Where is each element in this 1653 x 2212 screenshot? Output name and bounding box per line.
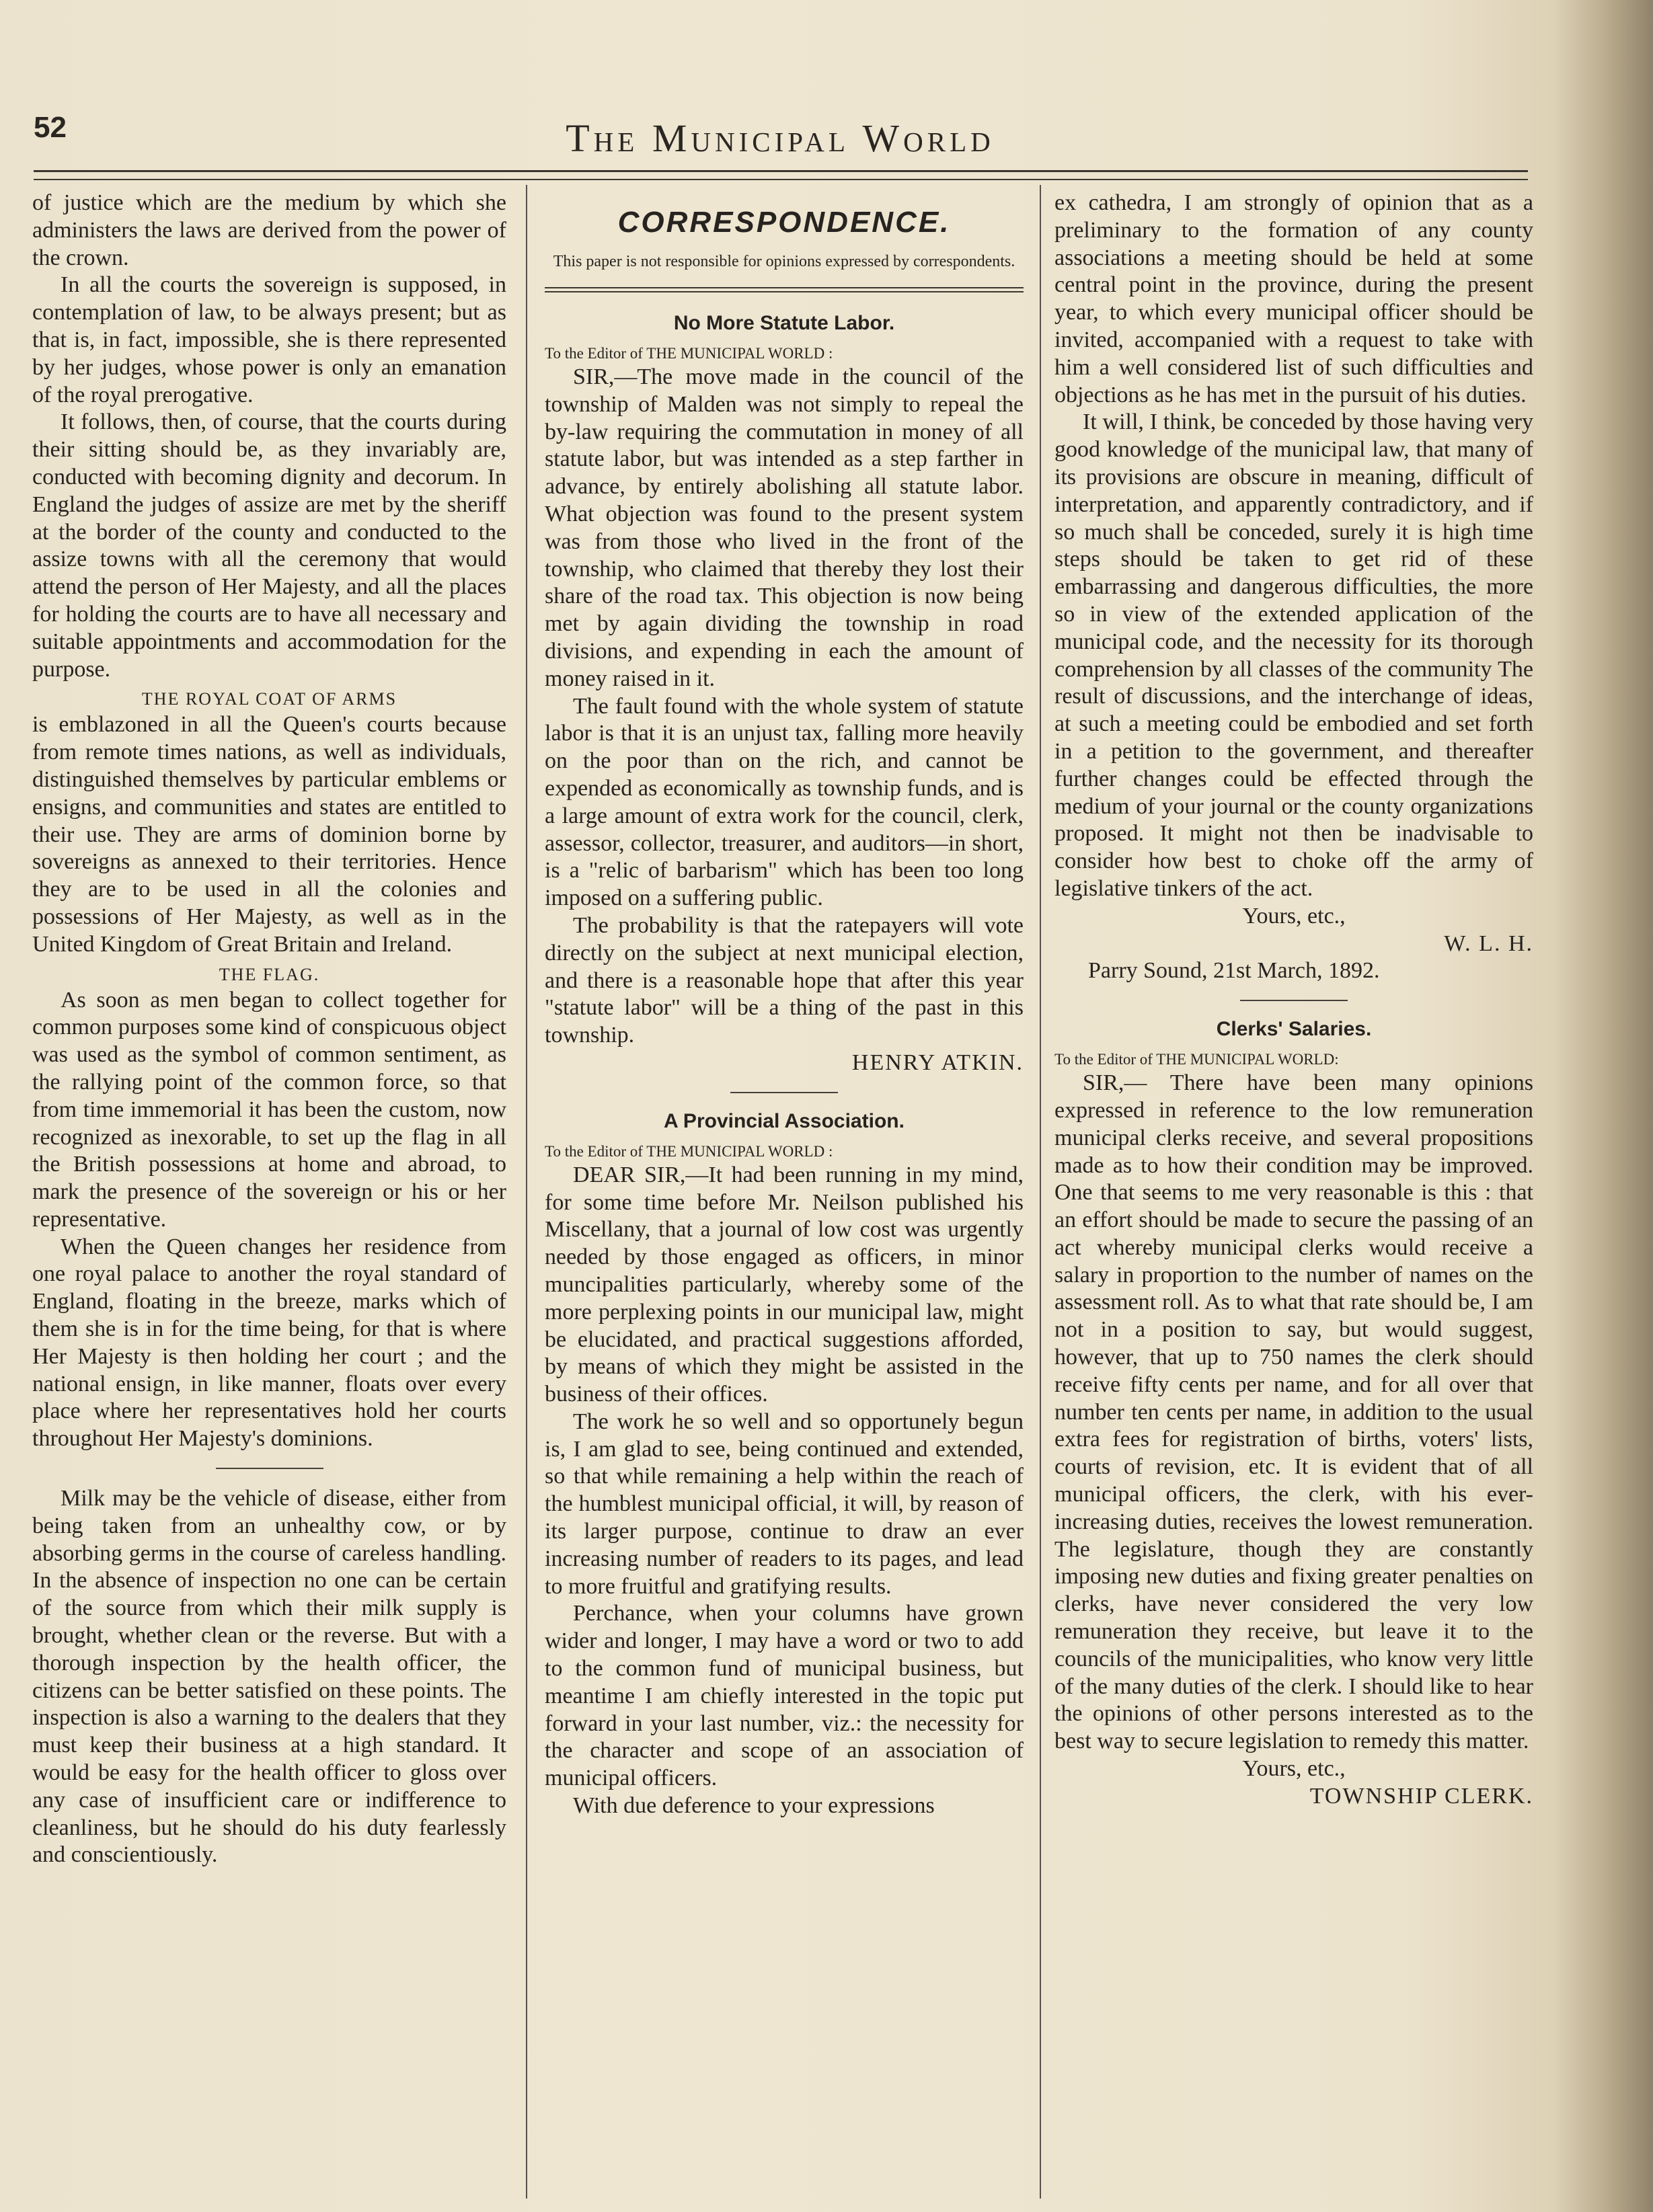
letter-signature: W. L. H. (1444, 931, 1533, 956)
letter-signature: TOWNSHIP CLERK. (1309, 1783, 1533, 1809)
column-1 (32, 190, 506, 1869)
paragraph: Milk may be the vehicle of disease, either from being taken from an unhealthy cow, or by absorbing germs in the course of careless handling. In the absence of inspection no one can be certain of the source from which their milk supply is brought, whether clean or the reverse. But with a thorough inspection by the health officer, the citizens can be better satisfied on these points. The inspection is also a warning to the dealers that they must keep their business at a high standard. It would be easy for the health officer to gloss over any case of insufficient care or indifference to cleanliness, but he should do his duty fearlessly and conscientiously. (32, 1486, 506, 1868)
masthead: The Municipal World (566, 116, 995, 160)
correspondence-title: CORRESPONDENCE. (617, 206, 951, 239)
section-divider (730, 1092, 838, 1093)
subheading-royal-coat-of-arms: THE ROYAL COAT OF ARMS (141, 689, 397, 709)
place-date-line: Parry Sound, 21st March, 1892. (1088, 958, 1380, 984)
paragraph: It follows, then, of course, that the courts during their sitting should be, as they invariably are, conducted with becoming dignity and decorum. In England the judges of assize are met by the sheriff at the border of the county and conducted to the assize towns with all the ceremony that would attend the person of Her Majesty, and all the places for holding the courts are to have all necessary and suitable appointments and accommodation for the purpose. (32, 409, 506, 682)
subheading-the-flag: THE FLAG. (219, 964, 320, 984)
header-double-rule (34, 170, 1528, 180)
paragraph: As soon as men began to collect together for common purposes some kind of conspicuous object was used as the symbol of common sentiment, as the rallying point of the common force, so that from time immemorial it has been the custom, now recognized as inexorable, to set up the flag in all the British possessions at home and abroad, to mark the presence of the sovereign or his or her representative. (32, 987, 506, 1232)
paragraph: It will, I think, be conceded by those having very good knowledge of the municipal law, that many of its provisions are obscure in meaning, difficult of interpretation, and apparently contradictory, and if so much shall be conceded, surely it is high time steps should be taken to get rid of these embarrassing and dangerous difficulties, the more so in view of the extended application of the municipal code, and the necessity for its thorough comprehension by all classes of the community The result of discussions, and the interchange of ideas, at such a meeting could be embodied and set forth in a petition to the government, and thereafter further changes could be effected through the medium of your journal or the county organizations proposed. It might not then be inadvisable to consider how best to choke off the army of legislative tinkers of the act. (1054, 409, 1533, 901)
letter-signature: HENRY ATKIN. (851, 1050, 1024, 1075)
paragraph: is emblazoned in all the Queen's courts because from remote times nations, as well as individuals, distinguished themselves by particular emblems or ensigns, and communities and states are entitled to their use. They are arms of dominion borne by sovereigns as annexed to their territories. Hence they are to be used in all the colonies and possessions of Her Majesty, as well as in the United Kingdom of Great Britain and Ireland. (32, 712, 506, 957)
paragraph: In all the courts the sovereign is supposed, in contemplation of law, to be always present; but as that is, in fact, impossible, she is there represented by her judges, whose power is only an emanation of the royal prerogative. (32, 272, 506, 407)
paragraph: ex cathedra, I am strongly of opinion that as a preliminary to the formation of any county associations a meeting should be held at some central point in the province, during the present year, to which every municipal officer should be invited, accompanied with a request to take with him a well considered list of such difficulties and objections as he has met in the pursuit of his duties. (1054, 190, 1533, 407)
column-3 (1054, 190, 1533, 1811)
paragraph: of justice which are the medium by which she administers the laws are derived from the power of the crown. (32, 190, 506, 270)
paragraph: The fault found with the whole system of statute labor is that it is an unjust tax, falling more heavily on the poor than on the rich, and cannot be expended as economically as township funds, and is a large amount of extra work for the council, clerk, assessor, collector, treasurer, and auditors—in short, is a "relic of barbarism" which has been too long imposed on a suffering public. (545, 693, 1024, 911)
page-number: 52 (34, 111, 67, 144)
letter-heading: A Provincial Association. (664, 1109, 905, 1132)
paragraph: SIR,— There have been many opinions expressed in reference to the low remuneration municipal clerks receive, and several propositions made as to how their condition may be improved. One that seems to me very reasonable is this : that an effort should be made to secure the passing of an act whereby municipal clerks would receive a salary in proportion to the number of names on the assessment roll. As to what that rate should be, I am not in a position to say, but would suggest, however, that up to 750 names the clerk should receive fifty cents per name, and for all over that number ten cents per name, in addition to the usual extra fees for registration of births, voters' lists, courts of revision, etc. It is evident that of all municipal officers, the clerk, with his ever-increasing duties, receives the lowest remuneration. The legislature, though they are constantly imposing new duties and fixing greater penalties on clerks, have never considered the very low remuneration they receive, but leave it to the councils of the municipalities, who know very little of the many duties of the clerk. I should like to hear the opinions of other persons interested as to the best way to secure legislation to remedy this matter. (1054, 1070, 1533, 1754)
section-divider (216, 1468, 323, 1469)
paragraph: SIR,—The move made in the council of the township of Malden was not simply to repeal the by-law requiring the commutation in money of all statute labor, but was intended as a step farther in advance, by entirely abolishing all statute labor. What objection was found to the present system was from those who lived in the front of the township, who claimed that thereby they lost their share of the road tax. This objection is now being met by again dividing the township in road divisions, and expending in each the amount of money raised in it. (545, 364, 1024, 691)
correspondence-disclaimer: This paper is not responsible for opinions expressed by correspondents. (553, 253, 1015, 270)
letter-closing: Yours, etc., (1242, 1756, 1346, 1782)
letter-closing: Yours, etc., (1242, 903, 1346, 929)
paragraph: DEAR SIR,—It had been running in my mind, for some time before Mr. Neilson published his Miscellany, that a journal of low cost was urgently needed by those engaged as officers, in minor muncipalities particularly, whereby some of the more perplexing points in our municipal law, might be elucidated, and practical suggestions afforded, by means of which they might be assisted in the business of their offices. (545, 1162, 1024, 1407)
letter-salutation-line: To the Editor of THE MUNICIPAL WORLD : (545, 345, 833, 362)
section-divider (1240, 1000, 1348, 1001)
letter-heading: Clerks' Salaries. (1216, 1018, 1372, 1041)
letter-salutation-line: To the Editor of THE MUNICIPAL WORLD: (1054, 1051, 1339, 1068)
correspondence-double-rule (545, 287, 1024, 292)
paragraph: The work he so well and so opportunely begun is, I am glad to see, being continued and extended, so that while remaining a help within the reach of the humblest municipal official, it will, by reason of its larger purpose, continue to draw an ever increasing number of readers to its pages, and lead to more fruitful and gratifying results. (545, 1409, 1024, 1599)
letter-salutation-line: To the Editor of THE MUNICIPAL WORLD : (545, 1142, 833, 1160)
column-2 (545, 190, 1024, 1820)
page-header (34, 111, 1527, 158)
letter-heading: No More Statute Labor. (673, 312, 895, 334)
paragraph: When the Queen changes her residence from one royal palace to another the royal standard of England, floating in the breeze, marks which of them she is in for the time being, for that is where Her Majesty is then holding her court ; and the national ensign, in like manner, floats over every place where her representatives hold her courts throughout Her Majesty's dominions. (32, 1234, 506, 1452)
paragraph: The probability is that the ratepayers will vote directly on the subject at next municipal election, and there is a reasonable hope that after this year "statute labor" will be a thing of the past in this township. (545, 912, 1024, 1048)
column-divider-2 (1040, 185, 1041, 2199)
paragraph: Perchance, when your columns have grown wider and longer, I may have a word or two to add to the common fund of municipal business, but meantime I am chiefly interested in the topic put forward in your last number, viz.: the necessity for the character and scope of an association of municipal officers. (545, 1601, 1024, 1791)
paragraph: With due deference to your expressions (573, 1793, 935, 1819)
column-divider-1 (526, 185, 527, 2199)
